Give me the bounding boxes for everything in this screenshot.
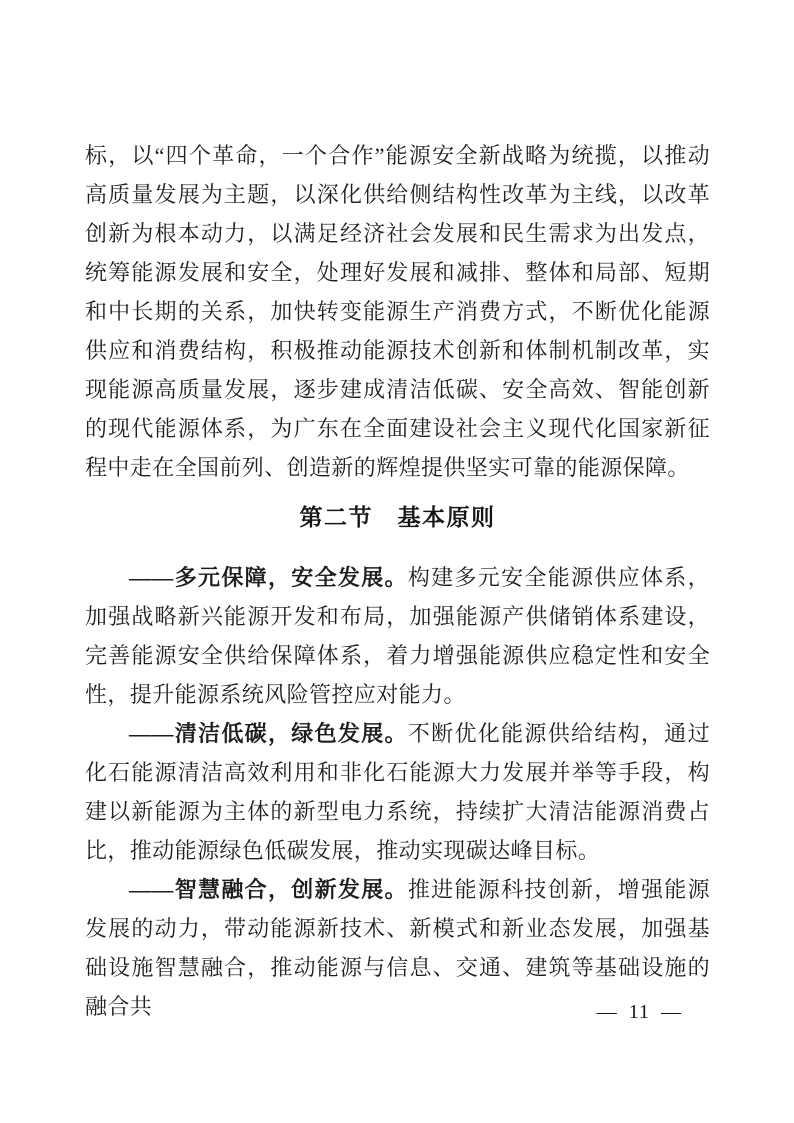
paragraph-text: 推进能源科技创新，增强能源发展的动力，带动能源新技术、新模式和新业态发展，加强基础设施智慧融合，推动能源与信息、交通、建筑等基础设施的融合共	[85, 877, 710, 1019]
paragraph-lead: ——多元保障，安全发展。	[129, 565, 408, 590]
paragraph-continuation	[85, 136, 710, 487]
page-number	[597, 1000, 682, 1024]
paragraph-principle-1	[85, 558, 710, 714]
paragraph-lead: ——清洁低碳，绿色发展。	[129, 721, 408, 746]
paragraph-text: 标，以“四个革命，一个合作”能源安全新战略为统揽，以推动高质量发展为主题，以深化供给侧结构性改革为主线，以改革创新为根本动力，以满足经济社会发展和民生需求为出发点，统筹能源发展和安全，处理好发展和减排、整体和局部、短期和中长期的关系，加快转变能源生产消费方式，不断优化能源供应和消费结构，积极推动能源技术创新和体制机制改革，实现能源高质量发展，逐步建成清洁低碳、安全高效、智能创新的现代能源体系，为广东在全面建设社会主义现代化国家新征程中走在全国前列、创造新的辉煌提供坚实可靠的能源保障。	[85, 143, 710, 480]
paragraph-lead: ——智慧融合，创新发展。	[129, 877, 408, 902]
paragraph-text: 不断优化能源供给结构，通过化石能源清洁高效利用和非化石能源大力发展并举等手段，构建以新能源为主体的新型电力系统，持续扩大清洁能源消费占比，推动能源绿色低碳发展，推动实现碳达峰目标。	[85, 721, 710, 863]
section-heading: 第二节 基本原则	[299, 504, 496, 530]
page-number-text: — 11 —	[596, 1001, 682, 1023]
paragraph-text: 构建多元安全能源供应体系，加强战略新兴能源开发和布局，加强能源产供储销体系建设，完善能源安全供给保障体系，着力增强能源供应稳定性和安全性，提升能源系统风险管控应对能力。	[85, 565, 710, 707]
paragraph-principle-2	[85, 714, 710, 870]
page-content	[85, 136, 710, 1026]
